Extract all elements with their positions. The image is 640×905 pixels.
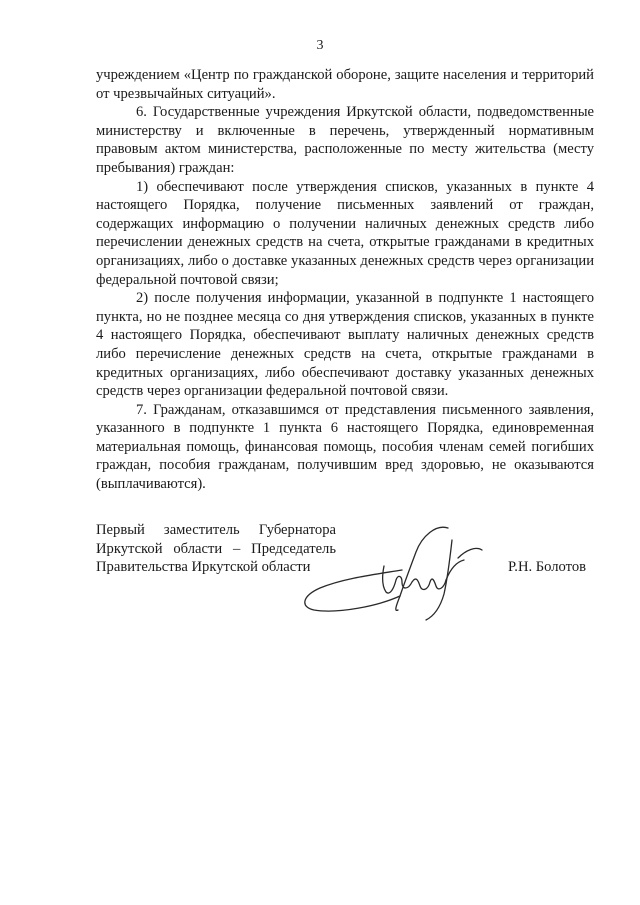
paragraph-subitem-2: 2) после получения информации, указанной в подпункте 1 настоящего пункта, но не позднее месяца со дня утверждения списков, указанных в пункте 4 настоящего Порядка, обеспечивают выплату наличных денежных средств либо перечисление денежных средств на счета, открытые гражданами в кредитных организациях, либо обеспечивают доставку указанных денежных средств через организации федеральной почтовой связи. <box>96 290 594 400</box>
paragraph-continuation: учреждением «Центр по гражданской обороне, защите населения и территорий от чрезвычайных ситуаций». <box>96 67 594 102</box>
signatory-position-line: Первый заместитель Губернатора <box>96 522 336 538</box>
page-number: 3 <box>316 38 324 53</box>
handwritten-signature <box>298 510 498 630</box>
signatory-position-line: Иркутской области – Председатель <box>96 540 336 557</box>
document-body <box>96 66 594 494</box>
paragraph-item-7: 7. Гражданам, отказавшимся от представления письменного заявления, указанного в подпункте 1 пункта 6 настоящего Порядка, единовременная материальная помощь, финансовая помощь, пособия членам семей погибших граждан, пособия гражданам, получившим вред здоровью, не оказываются (выплачиваются). <box>96 401 594 493</box>
signatory-name: Р.Н. Болотов <box>508 559 587 575</box>
paragraph-subitem-1: 1) обеспечивают после утверждения списков, указанных в пункте 4 настоящего Порядка, получение письменных заявлений от граждан, содержащих информацию о получении наличных денежных средств либо перечислении денежных средств на счета, открытые гражданами в кредитных организациях, либо о доставке указанных денежных средств через организации федеральной почтовой связи; <box>96 178 594 288</box>
signatory-position-line: Правительства Иркутской области <box>96 559 311 576</box>
paragraph-item-6: 6. Государственные учреждения Иркутской области, подведомственные министерству и включенные в перечень, утвержденный нормативным правовым актом министерства, расположенные по месту жительства (месту пребывания) граждан: <box>96 104 594 176</box>
